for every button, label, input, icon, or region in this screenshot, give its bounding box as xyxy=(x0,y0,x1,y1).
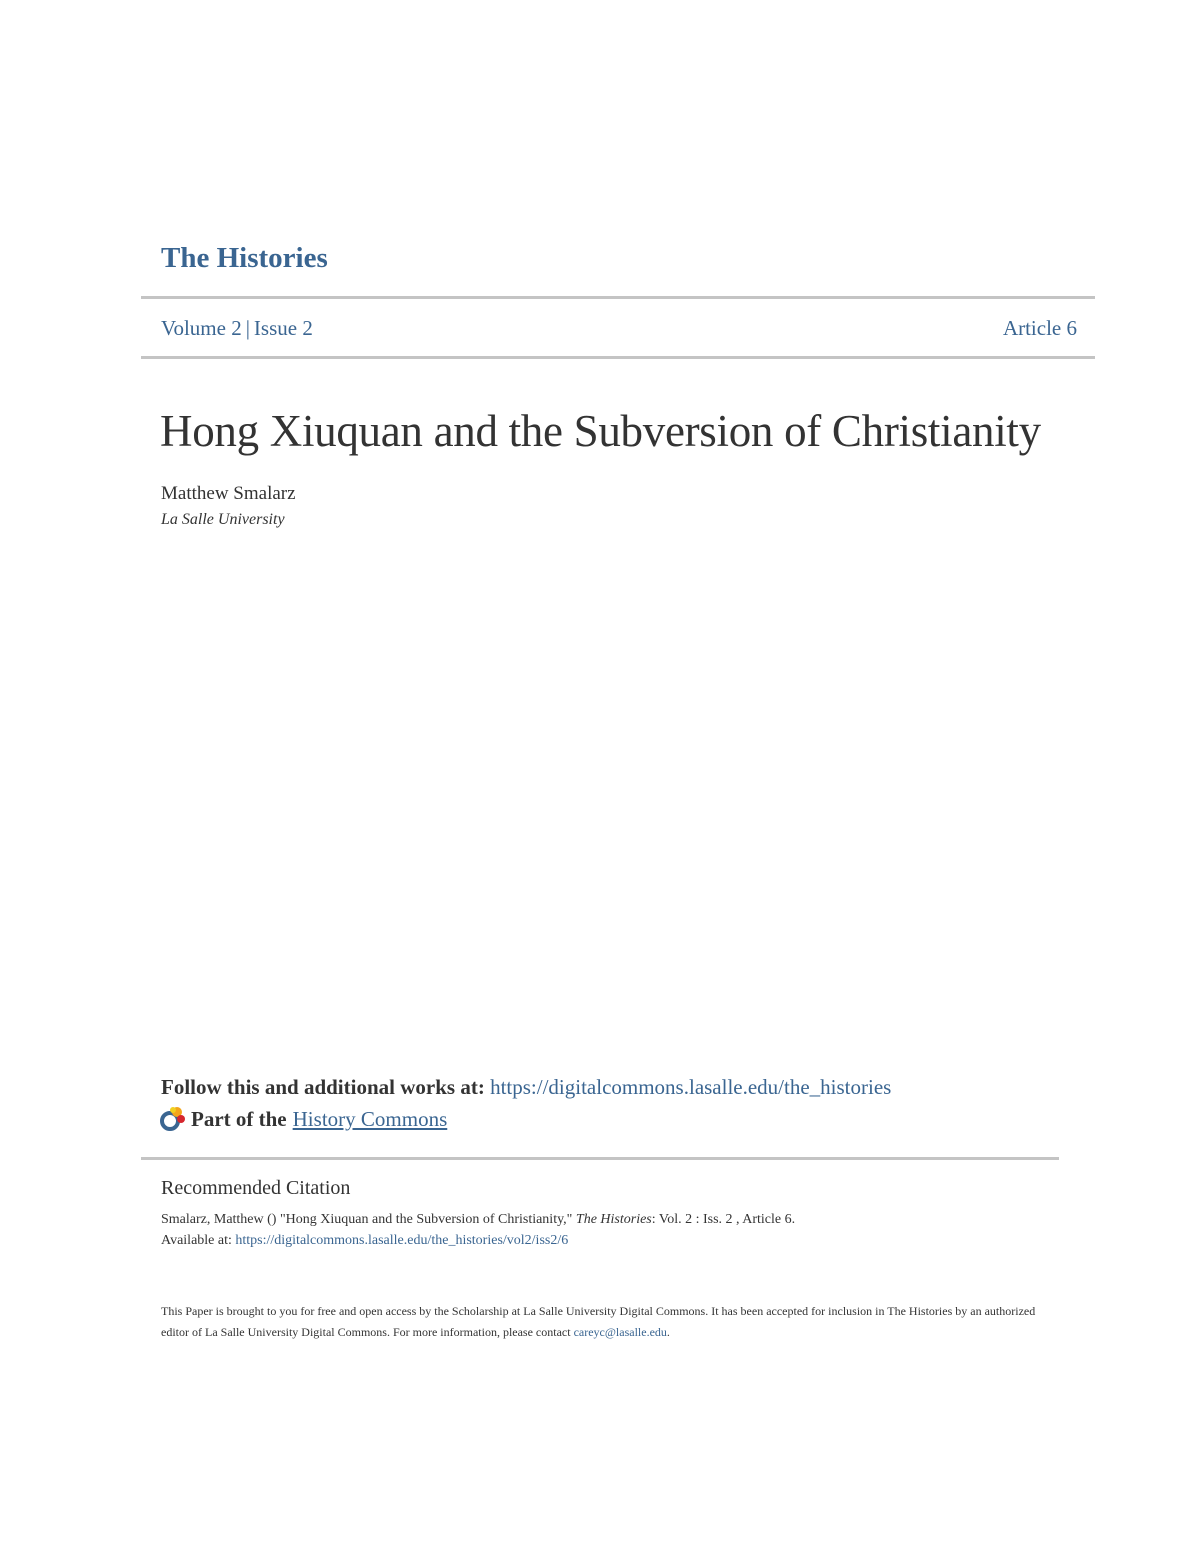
bepress-commons-icon xyxy=(159,1106,187,1132)
available-line xyxy=(161,1230,795,1251)
volume-issue xyxy=(161,316,313,341)
notice-end: . xyxy=(666,1325,670,1339)
citation-line xyxy=(161,1209,795,1230)
citation-divider xyxy=(141,1157,1059,1160)
history-commons-link[interactable]: History Commons xyxy=(292,1106,448,1131)
part-of-lead: Part of the xyxy=(191,1106,287,1131)
article-url-link[interactable]: https://digitalcommons.lasalle.edu/the_histories/vol2/iss2/6 xyxy=(235,1233,569,1248)
header-divider-bottom xyxy=(141,356,1095,359)
author-affiliation: La Salle University xyxy=(161,511,285,528)
article-number-link[interactable]: Article 6 xyxy=(1002,316,1077,340)
recommended-citation-heading: Recommended Citation xyxy=(161,1177,351,1199)
author-name: Matthew Smalarz xyxy=(161,483,296,504)
header-divider-top xyxy=(141,296,1095,299)
article-title: Hong Xiuquan and the Subversion of Christianity xyxy=(160,406,1041,456)
access-notice xyxy=(161,1301,1041,1343)
journal-title[interactable]: The Histories xyxy=(161,242,328,274)
notice-text: This Paper is brought to you for free and open access by the Scholarship at La Salle University Digital Commons. It has been accepted for inclusion in The Histories by an authorized editor of La Salle University Digital Commons. For more information, please contact xyxy=(161,1304,1036,1339)
collection-url-link[interactable]: https://digitalcommons.lasalle.edu/the_histories xyxy=(490,1075,892,1099)
citation-block xyxy=(161,1209,795,1251)
citation-journal: The Histories xyxy=(575,1212,652,1227)
follow-line xyxy=(161,1075,891,1100)
citation-text-start: Smalarz, Matthew () "Hong Xiuquan and the Subversion of Christianity," xyxy=(161,1212,573,1227)
contact-email-link[interactable]: careyc@lasalle.edu xyxy=(573,1325,667,1339)
issue-link[interactable]: Issue 2 xyxy=(253,316,313,340)
part-of-line xyxy=(159,1106,447,1132)
volume-link[interactable]: Volume 2 xyxy=(161,316,242,340)
volume-issue-separator: | xyxy=(245,316,250,340)
available-lead: Available at: xyxy=(161,1233,232,1248)
citation-text-end: : Vol. 2 : Iss. 2 , Article 6. xyxy=(651,1212,796,1227)
follow-lead: Follow this and additional works at: xyxy=(161,1075,485,1099)
